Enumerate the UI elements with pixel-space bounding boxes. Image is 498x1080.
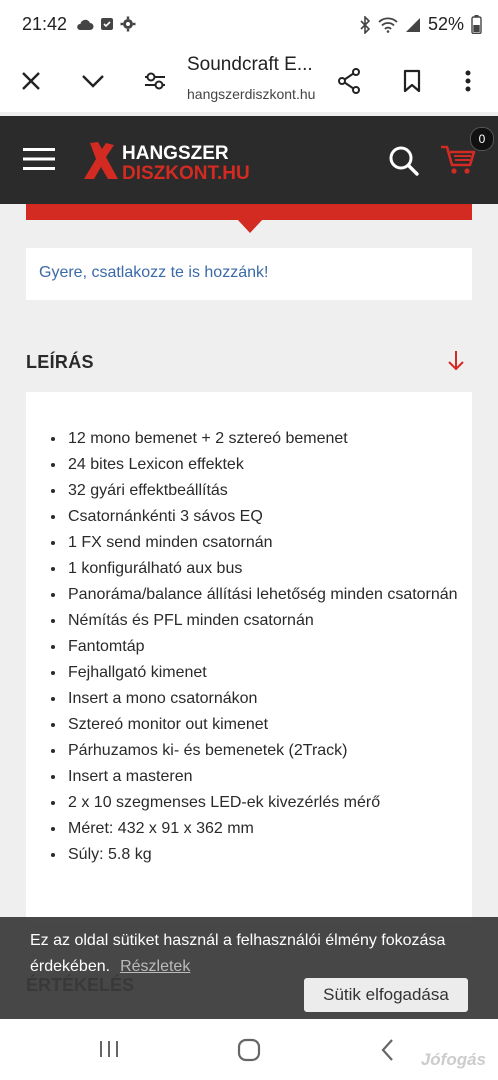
system-indicators: [359, 14, 482, 35]
feature-item: • Sztereó monitor out kimenet: [66, 712, 466, 738]
more-vert-icon: [465, 70, 471, 92]
accent-pointer: [237, 219, 263, 233]
logo-mark-icon: [84, 142, 118, 179]
feature-item: • Fejhallgató kimenet: [66, 660, 466, 686]
feature-item: • 12 mono bemenet + 2 sztereó bemenet: [66, 426, 466, 452]
recent-apps-icon[interactable]: [98, 1039, 120, 1059]
feature-item: • 1 konfigurálható aux bus: [66, 556, 466, 582]
close-icon: [21, 71, 41, 91]
battery-percent: 52%: [427, 14, 464, 34]
bluetooth-icon: [359, 16, 371, 34]
feature-item: • Súly: 5.8 kg: [66, 842, 466, 868]
checkbox-icon: [100, 17, 114, 31]
feature-item: • Csatornánkénti 3 sávos EQ: [66, 504, 466, 530]
collapse-button[interactable]: [76, 64, 110, 98]
bookmark-icon: [403, 69, 421, 93]
cart-count-badge: 0: [470, 127, 494, 151]
logo-line1: HANGSZER: [122, 143, 229, 164]
wifi-icon: [378, 17, 398, 33]
description-heading[interactable]: LEÍRÁS: [26, 352, 94, 372]
home-icon[interactable]: [237, 1038, 261, 1062]
hamburger-menu-icon[interactable]: [22, 146, 56, 172]
bookmark-button[interactable]: [395, 64, 429, 98]
status-time: 21:42: [22, 14, 68, 34]
watermark-logo: Jófogás: [420, 1050, 486, 1069]
close-tab-button[interactable]: [14, 64, 48, 98]
battery-icon: [471, 15, 482, 34]
chevron-down-icon: [81, 74, 105, 88]
feature-item: • 2 x 10 szegmenses LED-ek kivezérlés mérő: [66, 790, 466, 816]
status-bar: [0, 0, 498, 50]
more-options-button[interactable]: [451, 64, 485, 98]
feature-list: [48, 426, 466, 868]
notification-icons: [76, 16, 136, 32]
feature-item: • Némítás és PFL minden csatornán: [66, 608, 466, 634]
feature-item: • Insert a masteren: [66, 764, 466, 790]
feature-item: • 32 gyári effektbeállítás: [66, 478, 466, 504]
join-banner[interactable]: [26, 248, 472, 300]
feature-item: • 24 bites Lexicon effektek: [66, 452, 466, 478]
feature-item: • Panoráma/balance állítási lehetőség minden csatornán: [66, 582, 466, 608]
cart-icon[interactable]: [440, 144, 476, 176]
settings-icon: [120, 16, 136, 32]
join-link[interactable]: Gyere, csatlakozz te is hozzánk!: [39, 264, 269, 281]
logo-line2: DISZKONT.HU: [122, 163, 250, 183]
feature-item: • Párhuzamos ki- és bemenetek (2Track): [66, 738, 466, 764]
accept-cookies-button[interactable]: Sütik elfogadása: [304, 978, 468, 1012]
feature-item: • Méret: 432 x 91 x 362 mm: [66, 816, 466, 842]
cookie-details-link[interactable]: Részletek: [120, 958, 191, 975]
signal-icon: [405, 17, 421, 33]
feature-item: • Fantomtáp: [66, 634, 466, 660]
cloud-icon: [76, 17, 94, 31]
accent-banner: [26, 204, 472, 220]
arrow-down-icon[interactable]: [446, 349, 466, 373]
feature-item: • Insert a mono csatornákon: [66, 686, 466, 712]
site-settings-button[interactable]: [138, 64, 172, 98]
page-title: Soundcraft E...: [187, 54, 313, 75]
share-button[interactable]: [332, 64, 366, 98]
site-header: [0, 116, 498, 204]
page-url[interactable]: hangszerdiszkont.hu: [187, 86, 316, 102]
site-logo[interactable]: [84, 139, 284, 183]
share-icon: [337, 68, 361, 94]
search-icon[interactable]: [388, 145, 420, 177]
cookie-message: [30, 928, 475, 980]
feature-item: • 1 FX send minden csatornán: [66, 530, 466, 556]
cookie-text: Ez az oldal sütiket használ a felhasználói élmény fokozása érdekében.: [30, 932, 446, 975]
back-icon[interactable]: [380, 1038, 394, 1062]
tune-icon: [144, 72, 166, 90]
